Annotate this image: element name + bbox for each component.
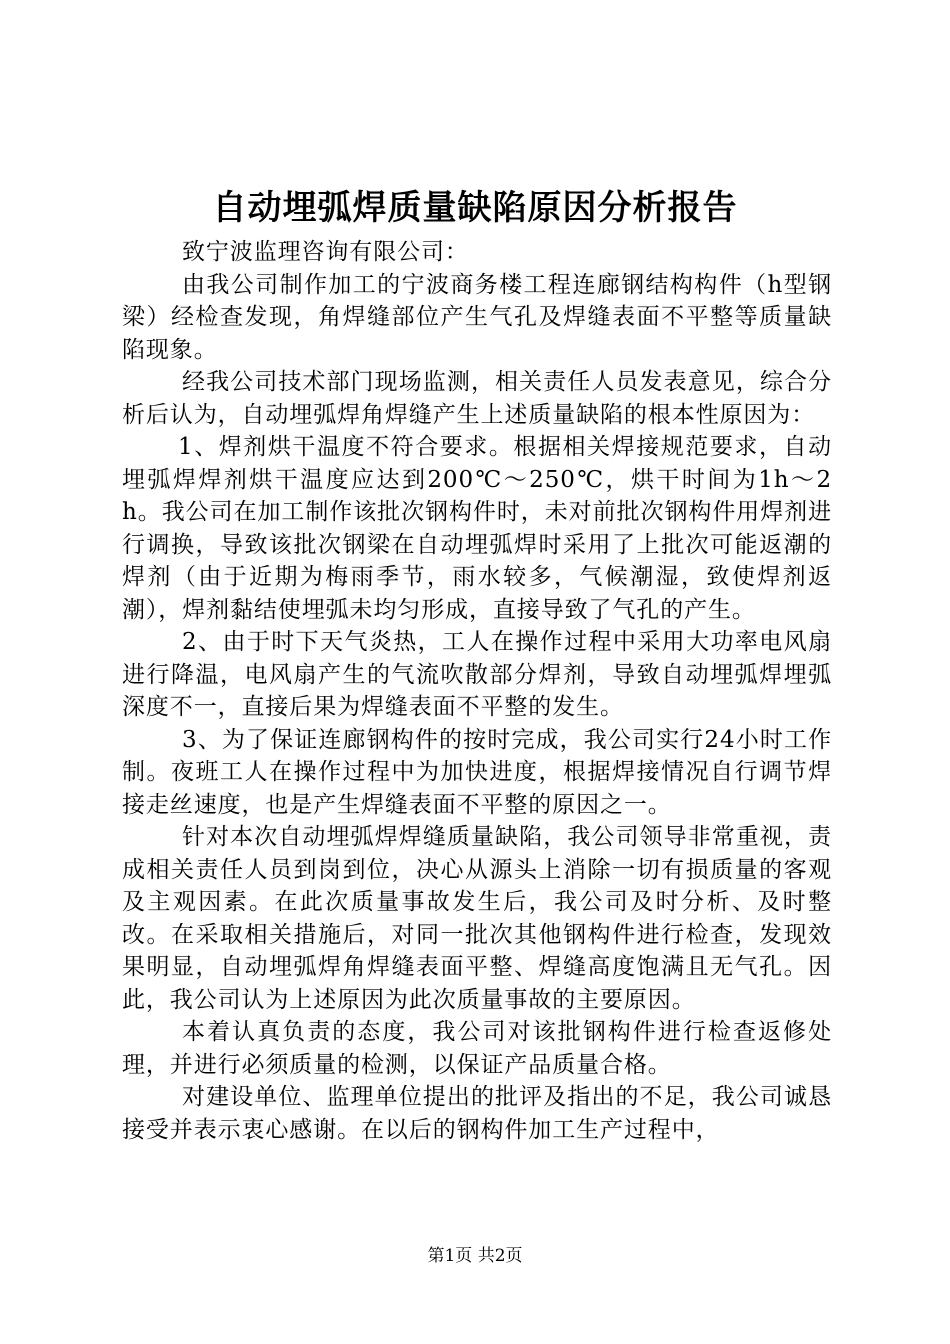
paragraph-repair: 本着认真负责的态度，我公司对该批钢构件进行检查返修处理，并进行必须质量的检测，以保证产品质量合格。 (122, 1019, 832, 1078)
paragraph-intro: 由我公司制作加工的宁波商务楼工程连廊钢结构构件（h型钢梁）经检查发现，角焊缝部位产生气孔及焊缝表面不平整等质量缺陷现象。 (122, 271, 832, 363)
paragraph-cause-2: 2、由于时下天气炎热，工人在操作过程中采用大功率电风扇进行降温，电风扇产生的气流吹散部分焊剂，导致自动埋弧焊埋弧深度不一，直接后果为焊缝表面不平整的发生。 (122, 629, 832, 720)
paragraph-cause-3: 3、为了保证连廊钢构件的按时完成，我公司实行24小时工作制。夜班工人在操作过程中为加快进度，根据焊接情况自行调节焊接走丝速度，也是产生焊缝表面不平整的原因之一。 (122, 726, 832, 818)
paragraph-acknowledgement: 对建设单位、监理单位提出的批评及指出的不足，我公司诚恳接受并表示衷心感谢。在以后的钢构件加工生产过程中， (122, 1084, 832, 1143)
paragraph-analysis: 经我公司技术部门现场监测，相关责任人员发表意见，综合分析后认为，自动埋弧焊角焊缝产生上述质量缺陷的根本性原因为： (122, 369, 832, 428)
document-body (122, 236, 832, 1146)
salutation: 致宁波监理咨询有限公司： (182, 239, 469, 265)
paragraph-measures: 针对本次自动埋弧焊焊缝质量缺陷，我公司领导非常重视，责成相关责任人员到岗到位，决心从源头上消除一切有损质量的客观及主观因素。在此次质量事故发生后，我公司及时分析、及时整改。在采取相关措施后，对同一批次其他钢构件进行检查，发现效果明显，自动埋弧焊角焊缝表面平整、焊缝高度饱满且无气孔。因此，我公司认为上述原因为此次质量事故的主要原因。 (122, 824, 832, 1013)
page-number-footer: 第1页 共2页 (427, 1246, 523, 1266)
paragraph-cause-1: 1、焊剂烘干温度不符合要求。根据相关焊接规范要求，自动埋弧焊焊剂烘干温度应达到200℃～250℃，烘干时间为1h～2h。我公司在加工制作该批次钢构件时，未对前批次钢构件用焊剂进行调换，导致该批次钢梁在自动埋弧焊时采用了上批次可能返潮的焊剂（由于近期为梅雨季节，雨水较多，气候潮湿，致使焊剂返潮），焊剂黏结使埋弧未均匀形成，直接导致了气孔的产生。 (122, 434, 832, 623)
document-title: 自动埋弧焊质量缺陷原因分析报告 (212, 188, 738, 228)
